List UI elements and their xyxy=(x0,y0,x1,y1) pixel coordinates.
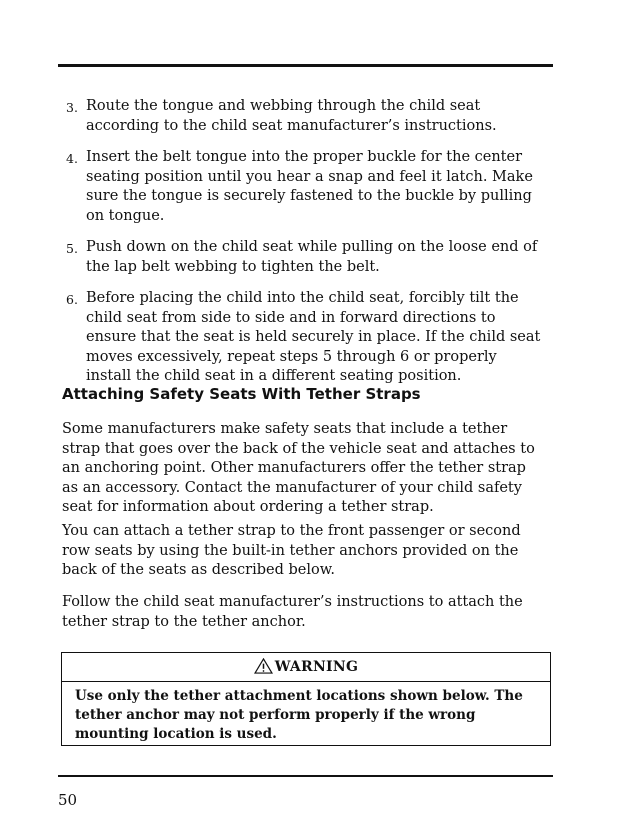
step-number: 5. xyxy=(66,241,78,256)
warning-header xyxy=(62,653,550,682)
bottom-rule xyxy=(58,775,553,777)
instruction-steps xyxy=(62,97,542,399)
warning-box xyxy=(61,652,551,746)
step-number: 6. xyxy=(66,292,78,307)
step-item xyxy=(62,97,542,136)
step-item xyxy=(62,238,542,277)
step-text: Before placing the child into the child seat, forcibly tilt the child seat from side to side and in forward directions to ensure that the seat is held securely in place. If the child seat moves excessively, repeat steps 5 through 6 or properly install the child seat in a different seating position. xyxy=(86,290,541,384)
body-paragraph: You can attach a tether strap to the front passenger or second row seats by using the built-in tether anchors provided on the back of the seats as described below. xyxy=(62,523,521,578)
step-text: Push down on the child seat while pulling on the loose end of the lap belt webbing to tighten the belt. xyxy=(86,239,538,275)
step-item xyxy=(62,148,542,226)
warning-title: WARNING xyxy=(274,659,359,675)
page-number: 50 xyxy=(58,791,78,809)
step-text: Insert the belt tongue into the proper buckle for the center seating position until you hear a snap and feel it latch. Make sure the tongue is securely fastened to the buckle by pulling on tongue. xyxy=(86,149,533,224)
warning-triangle-icon xyxy=(254,658,273,674)
step-number: 3. xyxy=(66,100,78,115)
warning-text: Use only the tether attachment locations shown below. The tether anchor may not perform properly if the wrong mounting location is used. xyxy=(75,688,523,742)
section-heading: Attaching Safety Seats With Tether Straps xyxy=(62,385,421,403)
top-rule xyxy=(58,64,553,67)
step-item xyxy=(62,289,542,387)
body-paragraph: Some manufacturers make safety seats that include a tether strap that goes over the back of the vehicle seat and attaches to an anchoring point. Other manufacturers offer the tether strap as an accessory. Contact the manufacturer of your child safety seat for information about ordering a tether strap. xyxy=(62,421,535,515)
step-number: 4. xyxy=(66,151,78,166)
body-paragraph: Follow the child seat manufacturer’s instructions to attach the tether strap to the tether anchor. xyxy=(62,594,523,630)
step-text: Route the tongue and webbing through the child seat according to the child seat manufacturer’s instructions. xyxy=(86,98,497,134)
